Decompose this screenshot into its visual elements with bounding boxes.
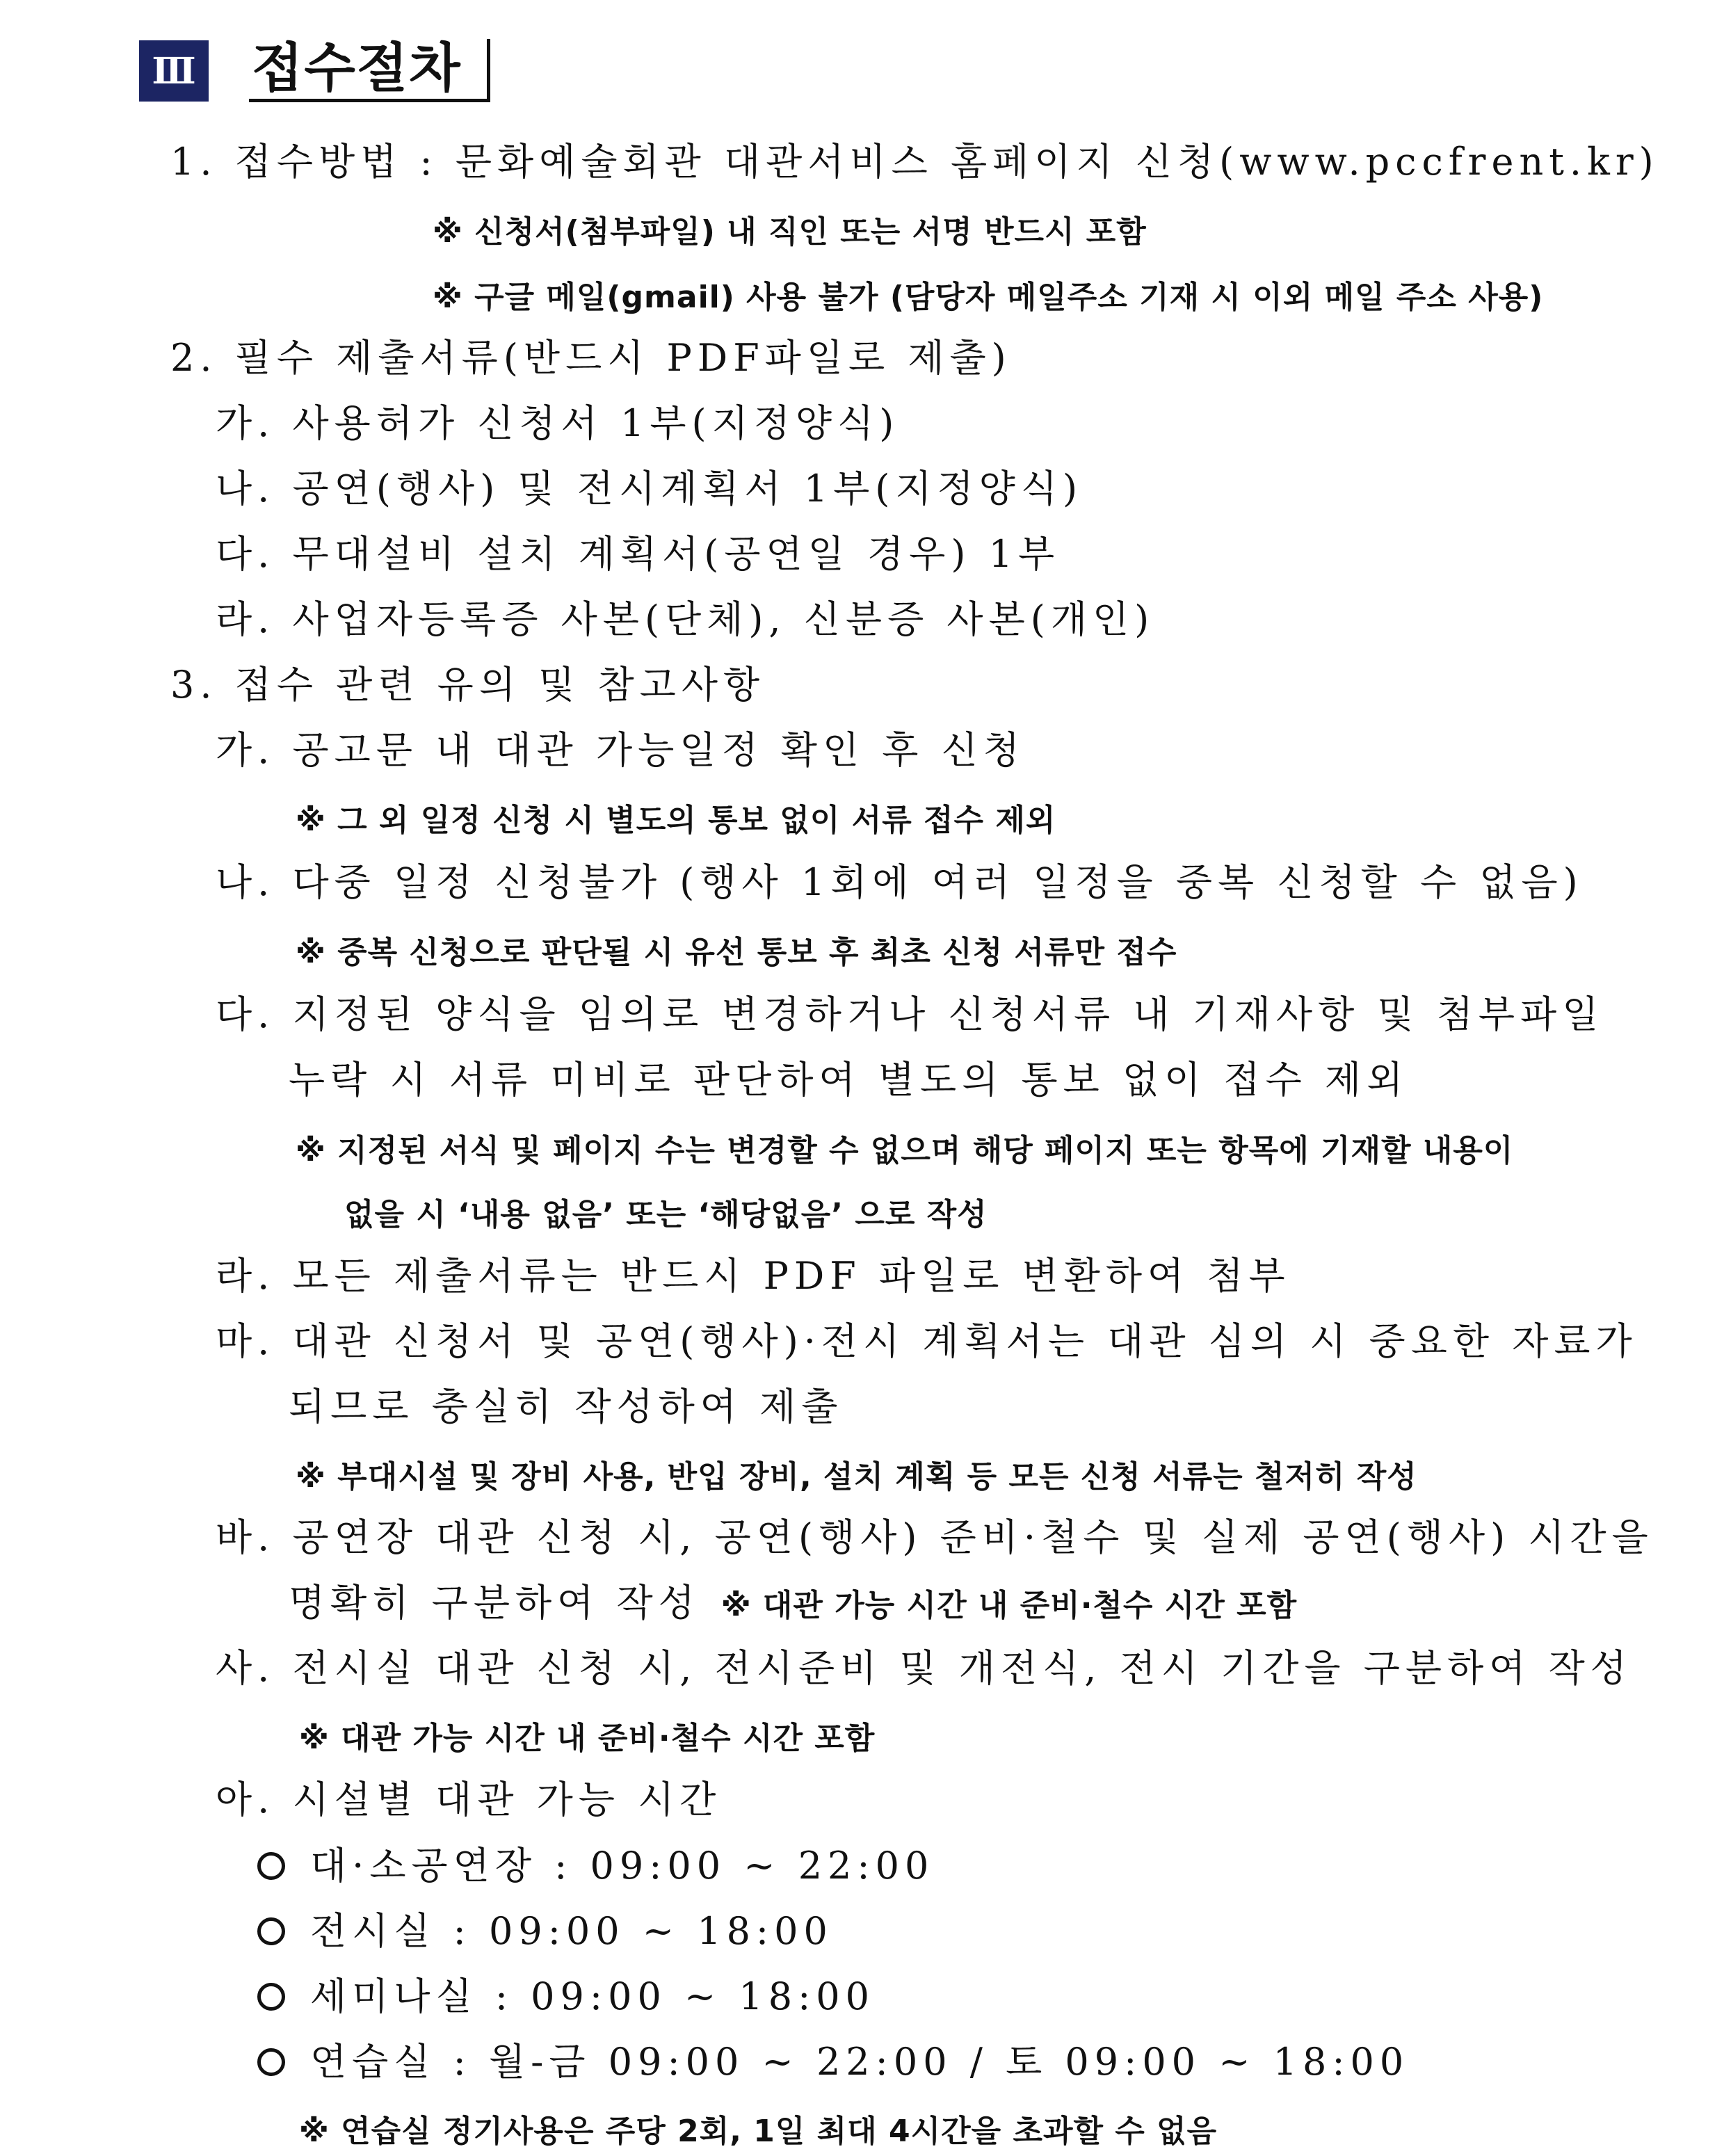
item-3-c-note-line2: 없을 시 ‘내용 없음’ 또는 ‘해당없음’ 으로 작성 [344,1197,988,1232]
item-3-b-note: ※ 중복 신청으로 판단될 시 유선 통보 후 최초 신청 서류만 접수 [296,935,1177,970]
item-2-a: 가. 사용허가 신청서 1부(지정양식) [216,401,900,445]
circle-bullet-icon [257,1917,285,1945]
hours-item [257,2032,1409,2086]
item-3-d: 라. 모든 제출서류는 반드시 PDF 파일로 변환하여 첨부 [216,1254,1291,1298]
hours-item [257,1967,875,2020]
circle-bullet-icon [257,1983,285,2011]
hours-item [257,1901,833,1955]
item-3-a: 가. 공고문 내 대관 가능일정 확인 후 신청 [216,728,1025,772]
hours-text: 연습실 : 월-금 09:00 ~ 22:00 / 토 09:00 ~ 18:00 [310,2040,1410,2084]
item-3-h: 아. 시설별 대관 가능 시간 [216,1778,722,1821]
item-3-h-note: ※ 연습실 정기사용은 주당 2회, 1일 최대 4시간을 초과할 수 없음 [299,2114,1218,2149]
item-2-required-docs: 2. 필수 제출서류(반드시 PDF파일로 제출) [170,336,1012,380]
item-1-method: 1. 접수방법 : 문화예술회관 대관서비스 홈페이지 신청(www.pccfrent.kr) [170,140,1659,184]
item-3-f-line1: 바. 공연장 대관 신청 시, 공연(행사) 준비·철수 및 실제 공연(행사) 시간을 [216,1515,1654,1559]
item-3-g: 사. 전시실 대관 신청 시, 전시준비 및 개전식, 전시 기간을 구분하여 작성 [216,1646,1632,1690]
item-1-note-seal: ※ 신청서(첨부파일) 내 직인 또는 서명 반드시 포함 [433,214,1147,250]
item-3-notes: 3. 접수 관련 유의 및 참고사항 [170,663,766,707]
item-3-b: 나. 다중 일정 신청불가 (행사 1회에 여러 일정을 중복 신청할 수 없음) [216,860,1584,904]
hours-text: 대·소공연장 : 09:00 ~ 22:00 [310,1844,935,1888]
item-3-e-line2: 되므로 충실히 작성하여 제출 [289,1385,844,1429]
hours-item [257,1836,934,1890]
item-2-b: 나. 공연(행사) 및 전시계획서 1부(지정양식) [216,467,1083,510]
circle-bullet-icon [257,2048,285,2076]
section-title: 접수절차 [252,37,462,99]
item-3-f-line2-text: 명확히 구분하여 작성 [289,1581,700,1625]
circle-bullet-icon [257,1852,285,1880]
section-title-underline [249,99,490,102]
item-3-f-note: ※ 대관 가능 시간 내 준비·철수 시간 포함 [720,1588,1298,1623]
section-title-bar [487,39,490,102]
item-3-g-note: ※ 대관 가능 시간 내 준비·철수 시간 포함 [299,1721,876,1756]
hours-text: 세미나실 : 09:00 ~ 18:00 [310,1974,875,2018]
item-3-c-line1: 다. 지정된 양식을 임의로 변경하거나 신청서류 내 기재사항 및 첨부파일 [216,992,1604,1036]
hours-text: 전시실 : 09:00 ~ 18:00 [310,1909,833,1953]
item-3-e-note: ※ 부대시설 및 장비 사용, 반입 장비, 설치 계획 등 모든 신청 서류는 철저히 작성 [296,1459,1417,1495]
item-3-c-line2: 누락 시 서류 미비로 판단하여 별도의 통보 없이 접수 제외 [289,1058,1409,1102]
item-3-c-note-line1: ※ 지정된 서식 및 페이지 수는 변경할 수 없으며 해당 페이지 또는 항목에 기재할 내용이 [296,1133,1514,1168]
item-1-note-gmail: ※ 구글 메일(gmail) 사용 불가 (담당자 메일주소 기재 시 이외 메일 주소 사용) [433,280,1544,315]
item-3-a-note: ※ 그 외 일정 신청 시 별도의 통보 없이 서류 접수 제외 [296,803,1056,838]
item-2-c: 다. 무대설비 설치 계획서(공연일 경우) 1부 [216,532,1061,576]
section-number-badge: Ⅲ [139,40,209,102]
item-3-f-line2 [289,1573,1297,1627]
item-2-d: 라. 사업자등록증 사본(단체), 신분증 사본(개인) [216,597,1155,641]
item-3-e-line1: 마. 대관 신청서 및 공연(행사)·전시 계획서는 대관 심의 시 중요한 자료가 [216,1319,1638,1363]
